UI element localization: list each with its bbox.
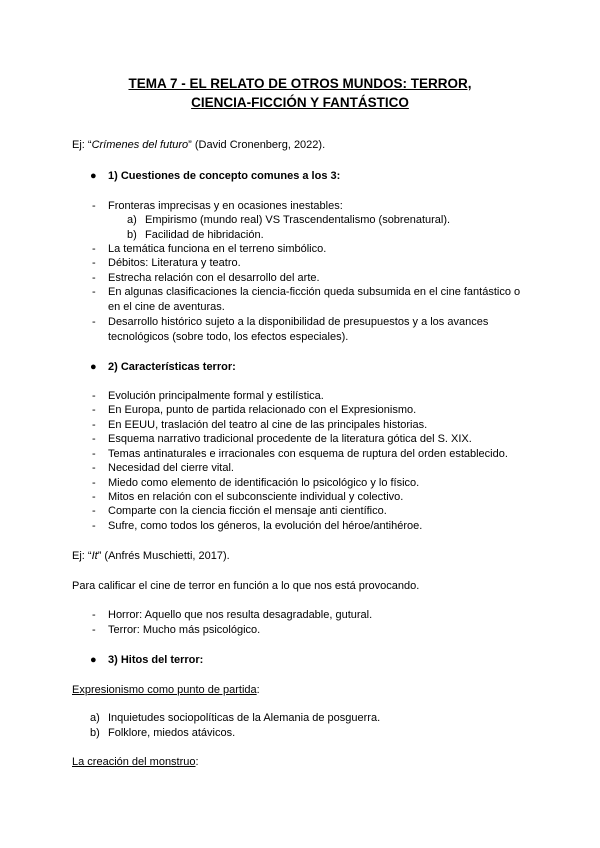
list-item-continuation: en el cine de aventuras. (108, 301, 225, 313)
list-item: Esquema narrativo tradicional procedente de la literatura gótica del S. XIX. (108, 433, 472, 445)
dash-marker: - (92, 477, 96, 489)
bullet-icon: ● (90, 170, 97, 182)
ordered-marker: b) (90, 727, 100, 739)
dash-marker: - (92, 257, 96, 269)
list-item: Estrecha relación con el desarrollo del arte. (108, 272, 320, 284)
ordered-marker: a) (90, 712, 100, 724)
dash-marker: - (92, 316, 96, 328)
dash-marker: - (92, 505, 96, 517)
section-heading-1: ● 1) Cuestiones de concepto comunes a los 3: (90, 170, 341, 182)
sub-item: Facilidad de hibridación. (145, 229, 264, 241)
list-item: En Europa, punto de partida relacionado con el Expresionismo. (108, 404, 417, 416)
list-item: Horror: Aquello que nos resulta desagradable, gutural. (108, 609, 373, 621)
list-item: Débitos: Literatura y teatro. (108, 257, 241, 269)
list-item: En EEUU, traslación del teatro al cine de las principales historias. (108, 419, 428, 431)
list-item-continuation: tecnológicos (sobre todo, los efectos especiales). (108, 331, 349, 343)
list-item: Miedo como elemento de identificación lo psicológico y lo físico. (108, 477, 420, 489)
dash-marker: - (92, 462, 96, 474)
example-muschietti: Ej: “It” (Anfrés Muschietti, 2017). (72, 550, 230, 562)
dash-marker: - (92, 272, 96, 284)
dash-marker: - (92, 200, 96, 212)
list-item: Comparte con la ciencia ficción el mensaje anti científico. (108, 505, 387, 517)
list-item: En algunas clasificaciones la ciencia-ficción queda subsumida en el cine fantástico o (108, 286, 521, 298)
title-line-2: CIENCIA-FICCIÓN Y FANTÁSTICO (191, 95, 409, 110)
paragraph: Para calificar el cine de terror en función a lo que nos está provocando. (72, 580, 420, 592)
dash-marker: - (92, 448, 96, 460)
subheading-expresionismo: Expresionismo como punto de partida: (72, 684, 260, 696)
subheading-monstruo: La creación del monstruo: (72, 756, 199, 768)
ordered-item: Folklore, miedos atávicos. (108, 727, 236, 739)
dash-marker: - (92, 609, 96, 621)
sub-item-marker: b) (127, 229, 137, 241)
list-item: Desarrollo histórico sujeto a la disponibilidad de presupuestos y a los avances (108, 316, 489, 328)
list-item: Temas antinaturales e irracionales con esquema de ruptura del orden establecido. (108, 448, 508, 460)
dash-marker: - (92, 624, 96, 636)
title-line-1: TEMA 7 - EL RELATO DE OTROS MUNDOS: TERROR, (128, 76, 472, 91)
dash-marker: - (92, 243, 96, 255)
dash-marker: - (92, 520, 96, 532)
bullet-icon: ● (90, 654, 97, 666)
dash-marker: - (92, 404, 96, 416)
list-item: Necesidad del cierre vital. (108, 462, 234, 474)
list-item: Sufre, como todos los géneros, la evolución del héroe/antihéroe. (108, 520, 423, 532)
film-title: It (91, 550, 98, 562)
list-item: Evolución principalmente formal y estilística. (108, 390, 324, 402)
sub-item: Empirismo (mundo real) VS Trascendentalismo (sobrenatural). (145, 214, 451, 226)
list-item: Mitos en relación con el subconsciente individual y colectivo. (108, 491, 404, 503)
list-item: Fronteras imprecisas y en ocasiones inestables: (108, 200, 343, 212)
dash-marker: - (92, 433, 96, 445)
dash-marker: - (92, 491, 96, 503)
dash-marker: - (92, 390, 96, 402)
sub-item-marker: a) (127, 214, 137, 226)
list-item: La temática funciona en el terreno simbólico. (108, 243, 327, 255)
dash-marker: - (92, 419, 96, 431)
section-heading-2: ● 2) Características terror: (90, 361, 236, 373)
ordered-item: Inquietudes sociopolíticas de la Alemania de posguerra. (108, 712, 381, 724)
film-title: Crímenes del futuro (91, 139, 189, 151)
bullet-icon: ● (90, 361, 97, 373)
example-cronenberg: Ej: “Crímenes del futuro” (David Cronenberg, 2022). (72, 139, 326, 151)
section-heading-3: ● 3) Hitos del terror: (90, 654, 204, 666)
dash-marker: - (92, 286, 96, 298)
document-title (60, 74, 540, 112)
list-item: Terror: Mucho más psicológico. (108, 624, 261, 636)
